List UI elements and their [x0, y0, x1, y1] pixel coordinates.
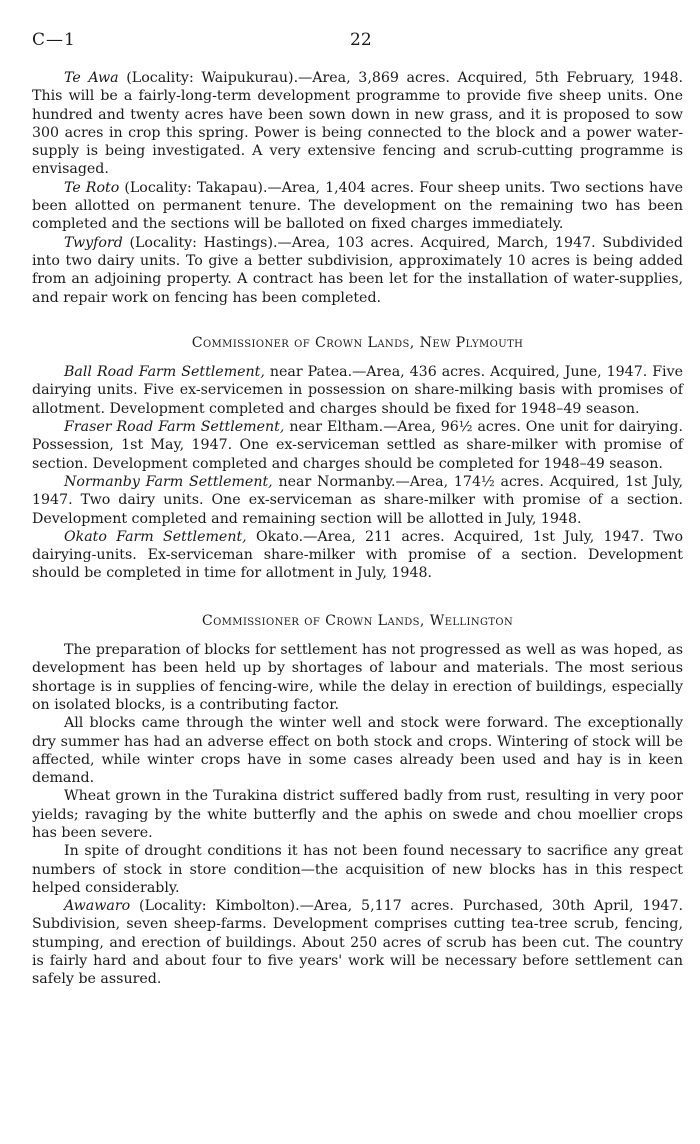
- paragraph-text: (Locality: Waipukurau).—Area, 3,869 acres. Acquired, 5th February, 1948. This will be a fairly-long-term development programme to provide five sheep units. One hundred and twenty acres have been sown down in new grass, and it is proposed to sow 300 acres in crop this spring. Power is being connected to the block and a power water-supply is being investigated. A very extensive fencing and scrub-cutting programme is envisaged.: [32, 70, 683, 178]
- section-heading-new-plymouth: Commissioner of Crown Lands, New Plymouth: [191, 334, 524, 351]
- paragraph-ball-road: [32, 363, 683, 418]
- block-name: Awawaro: [64, 898, 131, 915]
- document-body: [32, 69, 683, 989]
- paragraph-drought: [32, 842, 683, 897]
- paragraph-wheat: [32, 787, 683, 842]
- document-code: C—1: [32, 30, 76, 50]
- paragraph-twyford: [32, 234, 683, 307]
- page-number: 22: [350, 30, 372, 50]
- paragraph-preparation: [32, 641, 683, 714]
- settlement-name: Okato Farm Settlement,: [64, 528, 247, 545]
- settlement-name: Normanby Farm Settlement,: [64, 473, 273, 490]
- paragraph-text: All blocks came through the winter well and stock were forward. The exceptionally dry summer has had an adverse effect on both stock and crops. Wintering of stock will be affected, while winter crops have in some cases already been used and hay is in keen demand.: [32, 715, 683, 787]
- paragraph-fraser-road: [32, 418, 683, 473]
- paragraph-text: Wheat grown in the Turakina district suffered badly from rust, resulting in very poor yields; ravaging by the white butterfly and the aphis on swede and chou moellier crops has been severe.: [32, 788, 683, 841]
- paragraph-winter: [32, 714, 683, 787]
- paragraph-text: (Locality: Hastings).—Area, 103 acres. Acquired, March, 1947. Subdivided into two dairy units. To give a better subdivision, approximately 10 acres is being added from an adjoining property. A contract has been let for the installation of water-supplies, and repair work on fencing has been completed.: [32, 234, 683, 306]
- paragraph-text: (Locality: Takapau).—Area, 1,404 acres. Four sheep units. Two sections have been allotted on permanent tenure. The development on the remaining two has been completed and the sections will be balloted on fixed charges immediately.: [32, 179, 683, 233]
- paragraph-te-roto: [32, 179, 683, 234]
- section-heading-wellington: Commissioner of Crown Lands, Wellington: [201, 612, 514, 629]
- settlement-name: Ball Road Farm Settlement,: [64, 364, 265, 381]
- paragraph-te-awa: [32, 69, 683, 179]
- paragraph-text: (Locality: Kimbolton).—Area, 5,117 acres. Purchased, 30th April, 1947. Subdivision, seven sheep-farms. Development comprises cutting tea-tree scrub, fencing, stumping, and erection of buildings. About 250 acres of scrub has been cut. The country is fairly hard and about four to five years' work will be necessary before settlement can safely be assured.: [32, 898, 683, 988]
- paragraph-text: near Eltham.—Area, 96½ acres. One unit for dairying. Possession, 1st May, 1947. One ex-serviceman settled as share-milker with promise of section. Development completed and charges should be completed for 1948–49 season.: [32, 419, 683, 472]
- paragraph-text: The preparation of blocks for settlement has not progressed as well as was hoped, as development has been held up by shortages of labour and materials. The most serious shortage is in supplies of fencing-wire, while the delay in erection of buildings, especially on isolated blocks, is a contributing factor.: [32, 642, 683, 713]
- paragraph-normanby: [32, 473, 683, 528]
- block-name: Te Awa: [64, 70, 119, 86]
- block-name: Twyford: [64, 234, 123, 251]
- paragraph-text: Okato.—Area, 211 acres. Acquired, 1st July, 1947. Two dairying-units. Ex-serviceman share-milker with promise of a section. Development should be completed in time for allotment in July, 1948.: [32, 528, 683, 582]
- settlement-name: Fraser Road Farm Settlement,: [64, 419, 285, 436]
- paragraph-text: In spite of drought conditions it has not been found necessary to sacrifice any great numbers of stock in store condition—the acquisition of new blocks has in this respect helped considerably.: [32, 843, 683, 896]
- block-name: Te Roto: [64, 179, 120, 196]
- paragraph-awawaro: [32, 897, 683, 988]
- page-header: [32, 30, 668, 54]
- paragraph-text: near Patea.—Area, 436 acres. Acquired, June, 1947. Five dairying units. Five ex-servicemen in possession on share-milking basis with promises of allotment. Development completed and charges should be fixed for 1948–49 season.: [32, 364, 684, 417]
- paragraph-text: near Normanby.—Area, 174½ acres. Acquired, 1st July, 1947. Two dairy units. One ex-serviceman as share-milker with promise of a section. Development completed and remaining section will be allotted in July, 1948.: [32, 473, 683, 527]
- paragraph-okato: [32, 528, 683, 583]
